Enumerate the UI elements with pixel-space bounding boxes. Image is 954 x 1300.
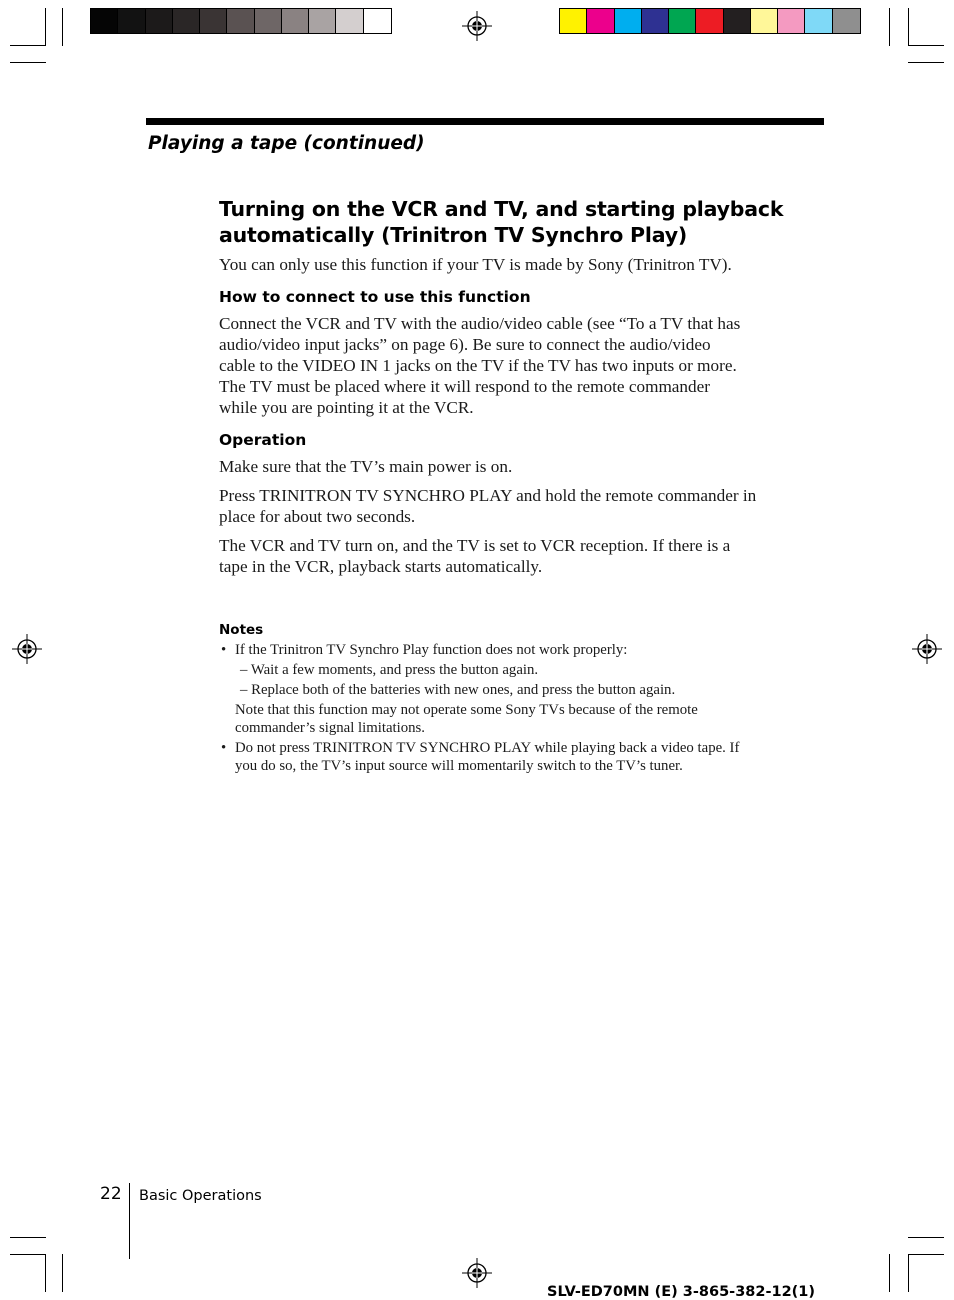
text-line: Connect the VCR and TV with the audio/video cable (see “To a TV that has: [219, 314, 741, 333]
header-rule: [146, 118, 824, 125]
color-swatch: [587, 9, 614, 33]
color-swatch: [282, 9, 309, 33]
color-swatch: [615, 9, 642, 33]
text-line: The VCR and TV turn on, and the TV is set to VCR reception. If there is a: [219, 536, 731, 555]
color-swatch: [751, 9, 778, 33]
text-line: Press TRINITRON TV SYNCHRO PLAY and hold the remote commander in: [219, 486, 757, 505]
color-swatch: [146, 9, 173, 33]
note-text: [235, 739, 824, 775]
model-code: SLV-ED70MN (E) 3-865-382-12(1): [547, 1284, 816, 1300]
bullet-icon: •: [221, 642, 227, 658]
color-swatch: [255, 9, 282, 33]
bullet-icon: •: [221, 740, 227, 756]
text-line: Note that this function may not operate some Sony TVs because of the remote: [235, 702, 698, 718]
section-title-line: Turning on the VCR and TV, and starting playback: [219, 197, 784, 221]
color-swatch: [778, 9, 805, 33]
footer-rule: [129, 1183, 130, 1259]
operation-step-1: Make sure that the TV’s main power is on.: [219, 457, 513, 476]
process-color-bar: [559, 8, 861, 34]
color-swatch: [642, 9, 669, 33]
color-swatch: [560, 9, 587, 33]
section-content: [219, 196, 824, 577]
running-head: Playing a tape (continued): [148, 133, 425, 154]
color-swatch: [173, 9, 200, 33]
color-swatch: [91, 9, 118, 33]
color-swatch: [833, 9, 860, 33]
color-swatch: [200, 9, 227, 33]
text-line: The TV must be placed where it will respond to the remote commander: [219, 377, 710, 396]
operation-step-2: [219, 485, 824, 527]
text-line: cable to the VIDEO IN 1 jacks on the TV if the TV has two inputs or more.: [219, 356, 737, 375]
color-swatch: [724, 9, 751, 33]
color-swatch: [118, 9, 145, 33]
note-subitem: – Replace both of the batteries with new ones, and press the button again.: [240, 682, 676, 698]
text-line: commander’s signal limitations.: [235, 720, 426, 736]
text-line: tape in the VCR, playback starts automatically.: [219, 557, 543, 576]
note-continuation: [235, 699, 824, 737]
notes-title: Notes: [219, 622, 264, 638]
connect-heading: How to connect to use this function: [219, 288, 531, 306]
color-swatch: [805, 9, 832, 33]
gray-color-bar: [90, 8, 392, 34]
text-line: Do not press TRINITRON TV SYNCHRO PLAY while playing back a video tape. If: [235, 740, 740, 756]
registration-mark-icon: [462, 1258, 492, 1288]
text-line: while you are pointing it at the VCR.: [219, 398, 474, 417]
note-text: If the Trinitron TV Synchro Play function does not work properly:: [235, 642, 628, 658]
color-swatch: [669, 9, 696, 33]
note-item: [219, 641, 824, 659]
operation-heading: Operation: [219, 431, 307, 449]
operation-step-3: [219, 535, 824, 577]
text-line: place for about two seconds.: [219, 507, 416, 526]
color-swatch: [227, 9, 254, 33]
color-swatch: [309, 9, 336, 33]
color-swatch: [364, 9, 391, 33]
color-swatch: [696, 9, 723, 33]
intro-paragraph: You can only use this function if your TV is made by Sony (Trinitron TV).: [219, 255, 732, 274]
registration-mark-icon: [912, 634, 942, 664]
notes-block: [219, 621, 824, 775]
color-swatch: [336, 9, 363, 33]
text-line: audio/video input jacks” on page 6). Be sure to connect the audio/video: [219, 335, 711, 354]
text-line: you do so, the TV’s input source will momentarily switch to the TV’s tuner.: [235, 758, 683, 774]
note-subitem: – Wait a few moments, and press the button again.: [240, 662, 539, 678]
section-title-line: automatically (Trinitron TV Synchro Play): [219, 223, 688, 247]
registration-mark-icon: [462, 11, 492, 41]
section-title: [219, 196, 824, 248]
connect-paragraph: [219, 313, 824, 418]
note-item: [219, 737, 824, 775]
footer-section-name: Basic Operations: [139, 1188, 262, 1204]
registration-mark-icon: [12, 634, 42, 664]
page-number: 22: [100, 1184, 122, 1204]
